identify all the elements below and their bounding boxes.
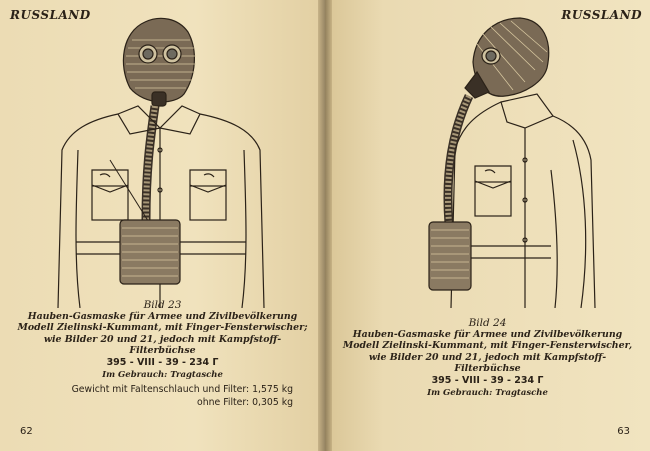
page-number: 63 <box>617 426 630 437</box>
catalog-code: 395 - VIII - 39 - 234 Г <box>106 357 219 369</box>
gas-mask-side-illustration <box>325 10 650 308</box>
figure-caption <box>0 300 325 409</box>
figure-caption <box>325 318 650 399</box>
figure-description: Hauben-Gasmaske für Armee und Zivilbevölkerung Modell Zielinski-Kummant, mit Finger-Fensterwischer; wie Bilder 20 und 21, jedoch mit Kampfstoff-Filterbüchse <box>17 311 308 356</box>
catalog-code: 395 - VIII - 39 - 234 Г <box>431 375 544 387</box>
weight-without-filter: ohne Filter: 0,305 kg <box>197 397 293 409</box>
figure-label: Bild 23 <box>143 299 182 311</box>
use-note: Im Gebrauch: Tragtasche <box>102 370 223 381</box>
book-gutter <box>318 0 332 451</box>
side-view-drawing <box>325 10 650 308</box>
gas-mask-front-illustration <box>0 10 325 308</box>
figure-description: Hauben-Gasmaske für Armee und Zivilbevölkerung Modell Zielinski-Kummant, mit Finger-Fensterwischer, wie Bilder 20 und 21, jedoch mit Kampfstoff-Filterbüchse <box>342 329 633 374</box>
running-head: RUSSLAND <box>561 8 642 22</box>
right-page <box>325 0 650 451</box>
front-view-drawing <box>0 10 325 308</box>
weight-with-filter: Gewicht mit Faltenschlauch und Filter: 1,575 kg <box>71 384 293 396</box>
use-note: Im Gebrauch: Tragtasche <box>427 388 548 399</box>
page-number: 62 <box>20 426 33 437</box>
figure-label: Bild 24 <box>468 317 507 329</box>
weight-info <box>0 383 325 409</box>
running-head: RUSSLAND <box>10 8 91 22</box>
